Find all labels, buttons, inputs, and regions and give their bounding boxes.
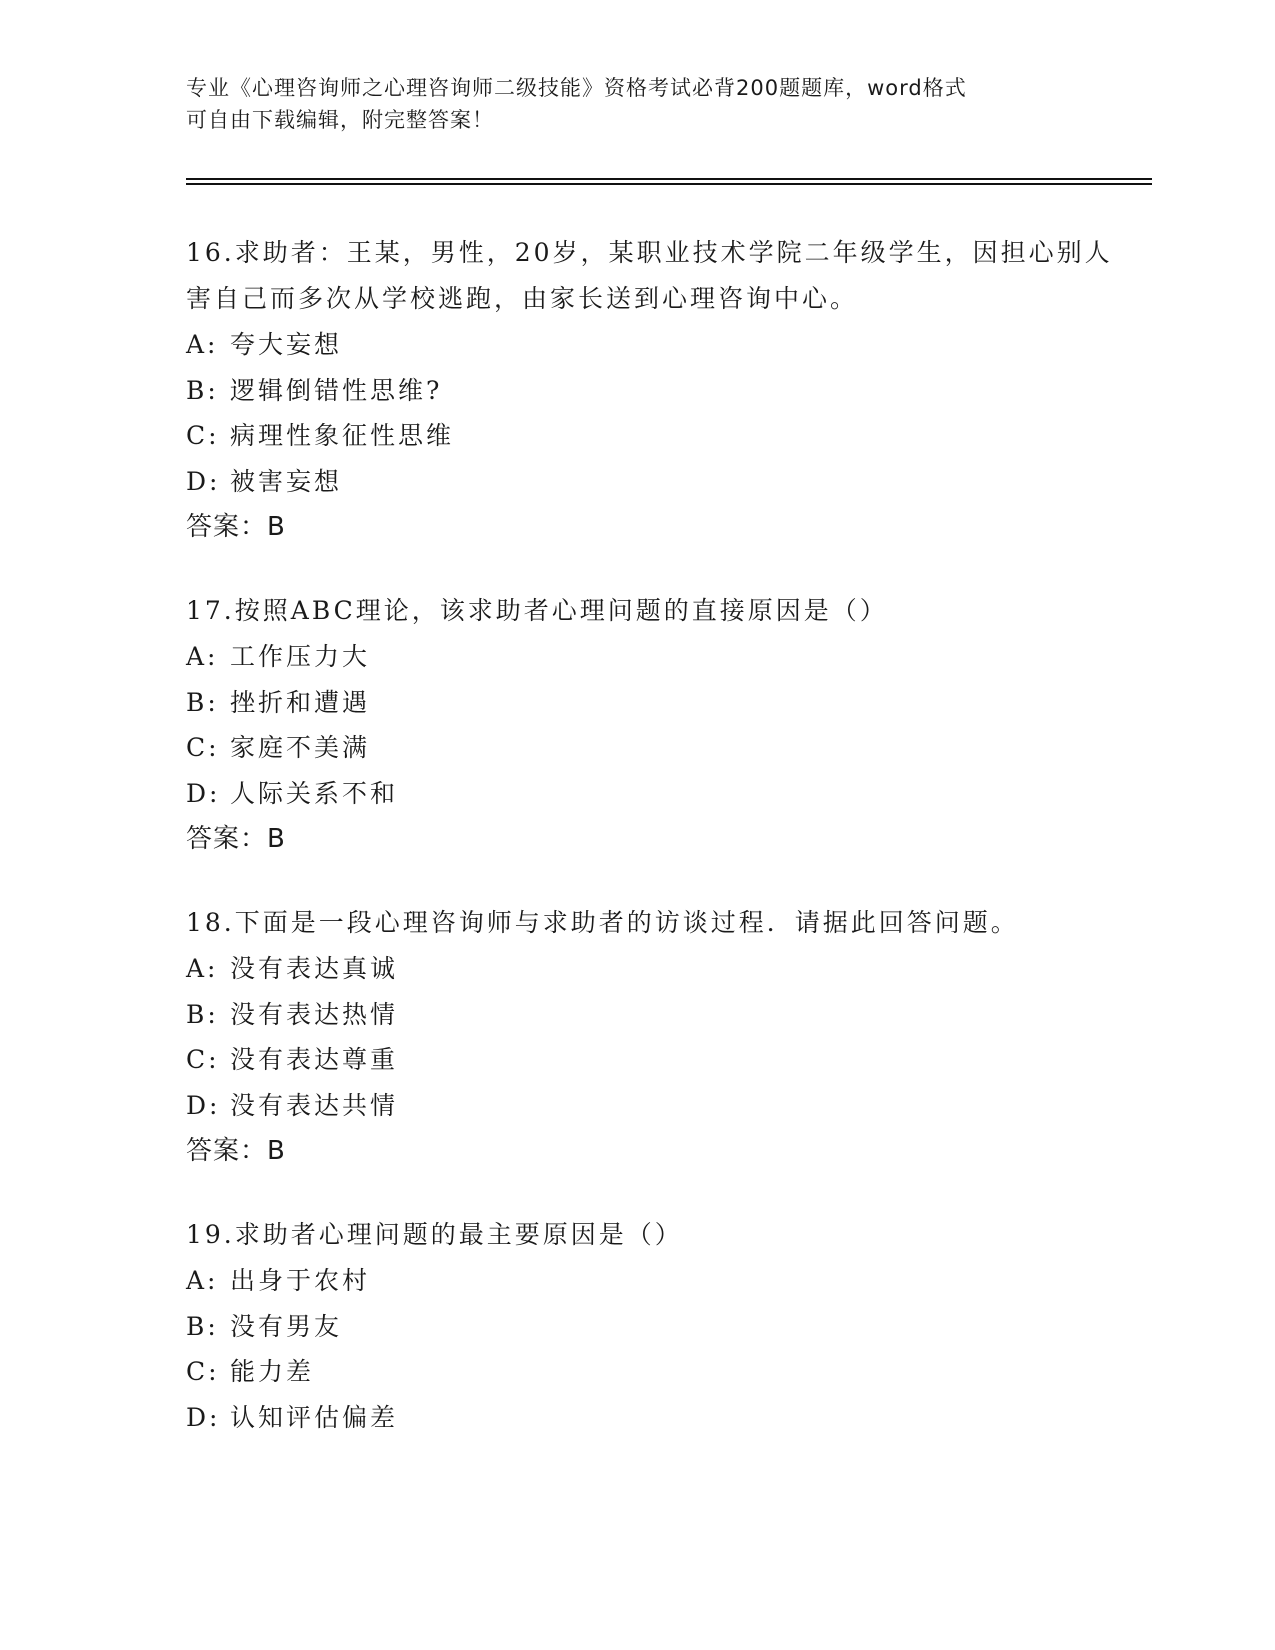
option-letter: A: (186, 954, 219, 983)
option-letter: A: (186, 1266, 219, 1295)
option-letter: D: (186, 1090, 221, 1120)
option-letter: D: (186, 778, 221, 808)
question-stem: 16.求助者：王某，男性，20岁，某职业技术学院二年级学生，因担心别人害自己而多次从学校逃跑，由家长送到心理咨询中心。 (186, 238, 1113, 313)
question-stem: 19.求助者心理问题的最主要原因是（） (186, 1220, 683, 1249)
answer-line: 答案：B (186, 1136, 286, 1166)
option-b (186, 368, 1126, 414)
document-header (186, 72, 1086, 136)
header-divider-bottom (186, 183, 1152, 185)
option-c (186, 725, 1126, 771)
option-text: 没有表达真诚 (230, 954, 399, 983)
question-18 (186, 900, 1126, 1174)
option-letter: D: (186, 1402, 221, 1432)
question-17 (186, 588, 1126, 862)
option-text: 病理性象征性思维 (230, 421, 455, 450)
option-text: 没有表达热情 (230, 999, 399, 1029)
option-c (186, 1349, 1126, 1395)
option-text: 认知评估偏差 (230, 1402, 399, 1432)
option-d (186, 771, 1126, 817)
option-d (186, 459, 1126, 505)
option-text: 没有男友 (230, 1311, 343, 1341)
option-text: 没有表达尊重 (230, 1045, 399, 1074)
option-c (186, 1037, 1126, 1083)
option-letter: D: (186, 466, 221, 496)
header-line-2: 可自由下载编辑，附完整答案！ (186, 108, 494, 132)
question-list (186, 230, 1126, 1478)
option-a (186, 1258, 1126, 1304)
option-text: 没有表达共情 (230, 1090, 399, 1120)
option-text: 夸大妄想 (230, 330, 343, 359)
option-text: 出身于农村 (230, 1266, 371, 1295)
option-letter: C: (186, 1045, 220, 1074)
option-letter: B: (186, 999, 219, 1029)
option-b (186, 680, 1126, 726)
option-a (186, 634, 1126, 680)
header-divider-top (186, 178, 1152, 180)
option-a (186, 322, 1126, 368)
option-b (186, 1304, 1126, 1350)
option-text: 人际关系不和 (230, 778, 399, 808)
question-19 (186, 1212, 1126, 1440)
answer-line: 答案：B (186, 824, 286, 854)
question-16 (186, 230, 1126, 550)
option-letter: C: (186, 421, 220, 450)
option-text: 能力差 (230, 1357, 315, 1386)
option-c (186, 413, 1126, 459)
option-letter: A: (186, 330, 219, 359)
option-text: 工作压力大 (230, 642, 371, 671)
header-line-1: 专业《心理咨询师之心理咨询师二级技能》资格考试必背200题题库，word格式 (186, 76, 967, 100)
option-text: 逻辑倒错性思维? (230, 375, 443, 405)
option-text: 家庭不美满 (230, 733, 371, 762)
question-stem: 17.按照ABC理论，该求助者心理问题的直接原因是（） (186, 596, 888, 625)
option-b (186, 992, 1126, 1038)
question-stem: 18.下面是一段心理咨询师与求助者的访谈过程．请据此回答问题。 (186, 908, 1019, 937)
option-a (186, 946, 1126, 992)
option-letter: B: (186, 375, 219, 405)
option-text: 被害妄想 (230, 466, 343, 496)
option-letter: C: (186, 733, 220, 762)
option-d (186, 1083, 1126, 1129)
option-d (186, 1395, 1126, 1441)
answer-line: 答案：B (186, 512, 286, 542)
option-letter: C: (186, 1357, 220, 1386)
option-letter: A: (186, 642, 219, 671)
option-letter: B: (186, 1311, 219, 1341)
option-text: 挫折和遭遇 (230, 687, 371, 717)
option-letter: B: (186, 687, 219, 717)
